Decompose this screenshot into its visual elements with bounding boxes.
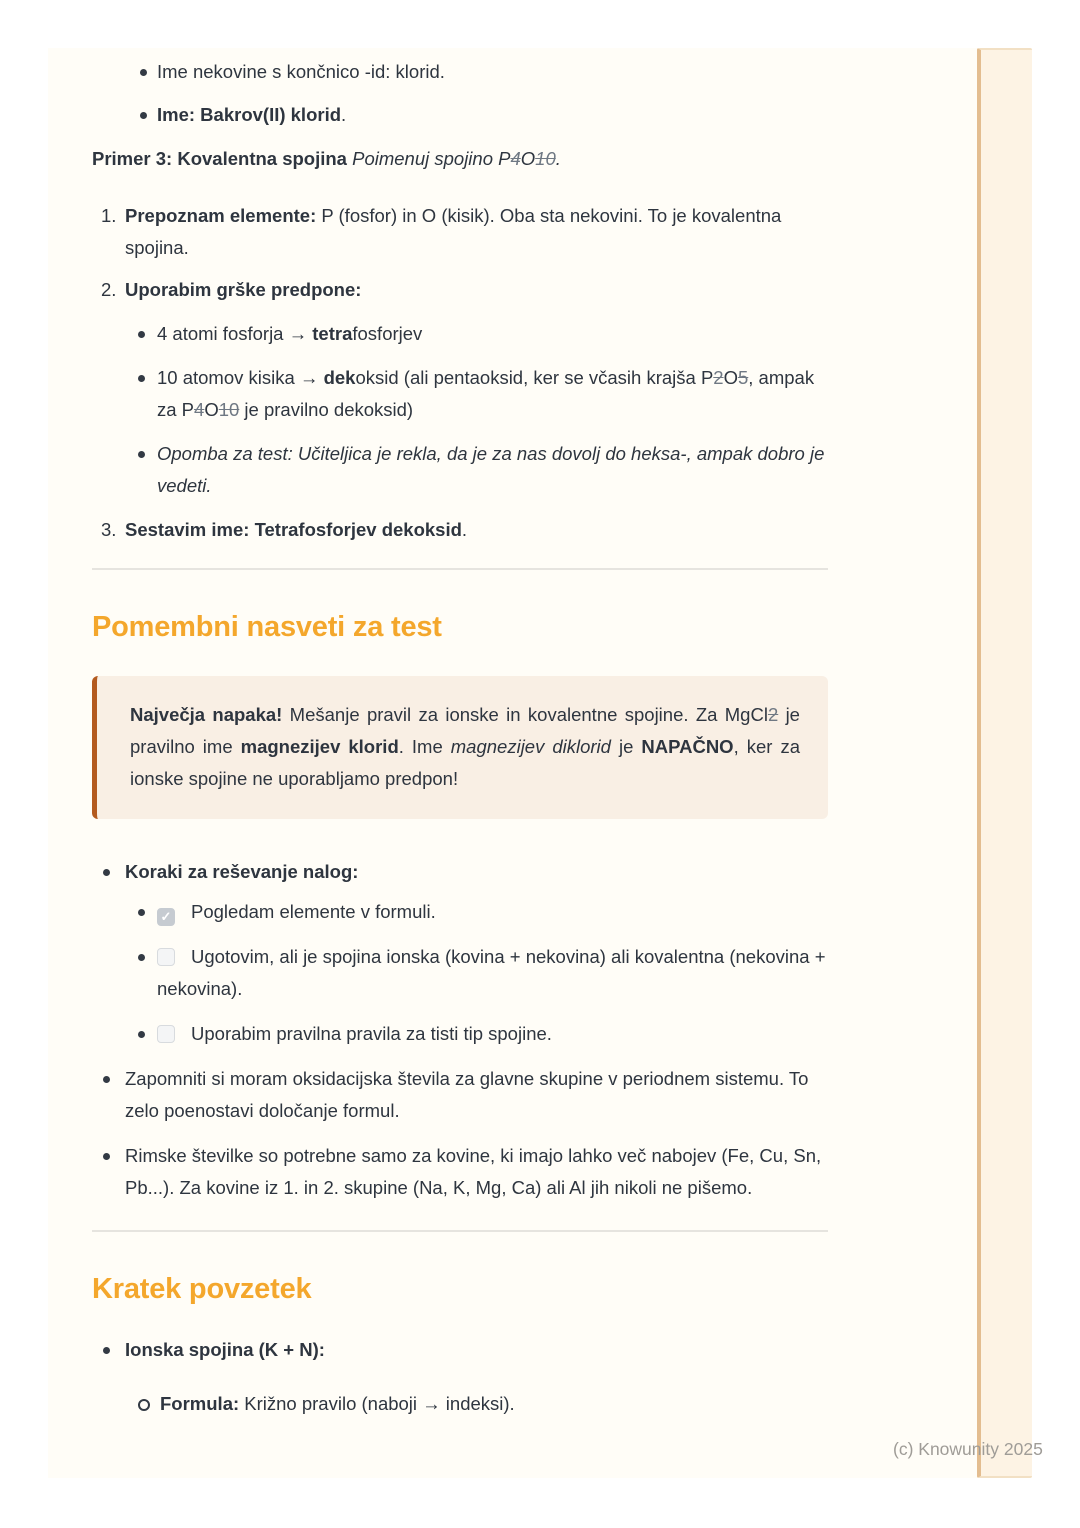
list-item: 10 atomov kisika → dekoksid (ali pentaoksid, ker se včasih krajša P2O5, ampak za P4O10 je pravilno dekoksid) <box>125 362 828 426</box>
step2-sub-list <box>125 318 828 502</box>
checklist <box>125 896 828 1050</box>
notes-page <box>48 48 1032 1478</box>
list-item: 4 atomi fosforja → tetrafosforjev <box>125 318 828 350</box>
tip-item: Rimske številke so potrebne samo za kovine, ki imajo lahko več nabojev (Fe, Cu, Sn, Pb...). Za kovine iz 1. in 2. skupine (Na, K, Mg, Ca) ali Al jih nikoli ne pišemo. <box>92 1140 828 1204</box>
intro-bullet-list <box>92 56 828 131</box>
strikethrough-subscript: 4 <box>510 148 521 169</box>
step-item-3: 3. Sestavim ime: Tetrafosforjev dekoksid. <box>92 514 828 546</box>
tip-item-steps: Koraki za reševanje nalog: ✓ Pogledam elemente v formuli. Ugotovim, ali je spojina ionska (kovina + nekovina) ali kovalentna (nekovina + nekovina). Uporabim pravilna pravila za tisti tip spojine. <box>92 856 828 1050</box>
section-divider <box>92 568 828 570</box>
copyright-watermark: (c) Knowunity 2025 <box>893 1439 1043 1459</box>
checkmark-icon: ✓ <box>160 909 172 924</box>
warning-callout: Največja napaka! Mešanje pravil za ionske in kovalentne spojine. Za MgCl2 je pravilno ime magnezijev klorid. Ime magnezijev diklorid je NAPAČNO, ker za ionske spojine ne uporabljamo predpon! <box>92 676 828 819</box>
checklist-label: Uporabim pravilna pravila za tisti tip spojine. <box>191 1023 552 1044</box>
step-number: 2. <box>101 279 117 300</box>
bullet-text-bold: Ime: Bakrov(II) klorid <box>157 104 342 125</box>
checklist-label: Pogledam elemente v formuli. <box>191 901 436 922</box>
strikethrough-subscript: 2 <box>713 367 724 388</box>
checklist-item <box>125 1018 828 1050</box>
strikethrough-subscript: 2 <box>767 704 779 725</box>
checklist-label: Ugotovim, ali je spojina ionska (kovina + nekovina) ali kovalentna (nekovina + nekovina). <box>157 946 826 999</box>
note-italic: Opomba za test: Učiteljica je rekla, da je za nas dovolj do heksa-, ampak dobro je vedeti. <box>157 443 825 496</box>
step-item-2: 2. Uporabim grške predpone: 4 atomi fosforja → tetrafosforjev 10 atomov kisika → dekoksid (ali pentaoksid, ker se včasih krajša P2O5, ampak za P4O10 je pravilno dekoksid) Opomba za test: Učiteljica je rekla, da je za nas dovolj do heksa-, ampak dobro je vedeti. <box>92 274 828 502</box>
summary-item: Ionska spojina (K + N): Formula: Križno pravilo (naboji → indeksi). <box>92 1334 828 1420</box>
summary-sub-list <box>125 1388 828 1420</box>
checklist-item <box>125 941 828 1005</box>
checkbox-checked[interactable] <box>157 908 175 926</box>
step-item-1: 1. Prepoznam elemente: P (fosfor) in O (kisik). Oba sta nekovini. To je kovalentna spojina. <box>92 200 828 264</box>
primer3-line: Primer 3: Kovalentna spojina Poimenuj spojino P4O10. <box>92 148 561 169</box>
list-item <box>125 438 828 502</box>
tips-bullet-list <box>92 856 828 1204</box>
right-margin-highlight <box>977 48 1032 1478</box>
page-content <box>92 56 828 1442</box>
list-item <box>92 56 828 88</box>
checkbox-unchecked[interactable] <box>157 948 175 966</box>
tip-item: Zapomniti si moram oksidacijska števila za glavne skupine v periodnem sistemu. To zelo poenostavi določanje formul. <box>92 1063 828 1127</box>
summary-sub-item: Formula: Križno pravilo (naboji → indeksi). <box>125 1388 828 1420</box>
section-heading-tips: Pomembni nasveti za test <box>92 611 442 643</box>
numbered-steps-list <box>92 200 828 546</box>
step-number: 1. <box>101 205 117 226</box>
summary-list <box>92 1334 828 1420</box>
strikethrough-subscript: 4 <box>194 399 205 420</box>
list-item: Ime: Bakrov(II) klorid. <box>92 99 828 131</box>
bullet-text: Ime nekovine s končnico -id: klorid. <box>157 61 445 82</box>
strikethrough-subscript: 5 <box>737 367 749 388</box>
section-heading-summary: Kratek povzetek <box>92 1273 312 1305</box>
section-divider <box>92 1230 828 1232</box>
checkbox-unchecked[interactable] <box>157 1025 175 1043</box>
checklist-item <box>125 896 828 928</box>
strikethrough-subscript: 10 <box>535 148 556 169</box>
step-number: 3. <box>101 519 117 540</box>
strikethrough-subscript: 10 <box>218 399 240 420</box>
